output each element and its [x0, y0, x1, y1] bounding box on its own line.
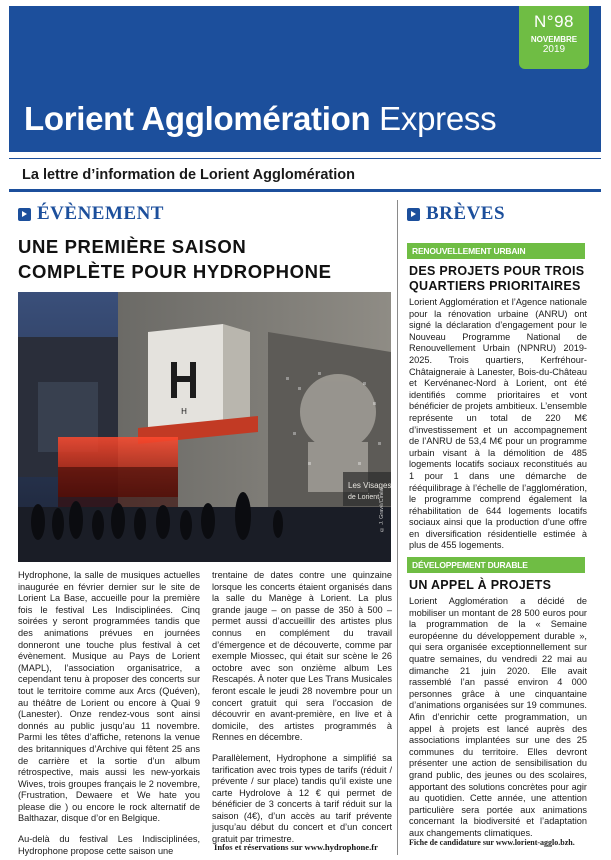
section-heading-event [18, 203, 164, 225]
hydrophone-sign-letter: H [181, 407, 187, 416]
poster-text-2: de Lorient [348, 494, 380, 501]
hydrophone-photo [18, 292, 391, 562]
section-label-briefs: BRÈVES [426, 203, 506, 224]
article-column-2 [212, 570, 392, 846]
article-column-1 [18, 570, 200, 857]
issue-number: N°98 [534, 12, 574, 31]
issue-year: 2019 [542, 44, 566, 55]
brief-title [409, 264, 589, 294]
header-rule-thick [9, 189, 601, 192]
category-tag: DÉVELOPPEMENT DURABLE [407, 557, 585, 573]
article-paragraph: trentaine de dates contre une quinzaine lorsque les concerts étaient organisés dans la salle du Manège à Lorient. La plus grande jauge – on passe de 350 à 500 – permet aussi d’accueillir des artistes plus connus en complément du travail d’émergence et de découverte, comme par exemple Miossec, qui était sur scène le 26 octobre avec son onzième album Les Rescapés. À noter que Les Trans Musicales feront escale le jeudi 28 novembre pour un concert gratuit qui sera l’occasion de découvrir en avant-première, en live et à domicile, des artistes programmés à Rennes en décembre. [212, 570, 392, 743]
poster-text-1: Les Visages [348, 481, 391, 490]
headline-line-2: COMPLÈTE POUR HYDROPHONE [18, 261, 332, 282]
headline-line-1: UNE PREMIÈRE SAISON [18, 236, 247, 257]
play-arrow-icon [407, 208, 420, 221]
brief-title-line-1: DES PROJETS POUR TROIS [409, 264, 585, 278]
issue-badge [519, 6, 589, 69]
brief-body: Lorient Agglomération a décidé de mobiliser un montant de 28 500 euros pour la programmation de la « Semaine européenne du développement durable », qui sera organisée exceptionnellement sur quatre semaines, du vendredi 22 mai au dimanche 21 juin 2020. Elle avait rassemblé l’an passé environ 4 000 personnes grâce à une cinquantaine d’animations organisées sur 19 communes. Afin d’enrichir cette programmation, un appel à projets est lancé auprès des associations implantées sur une des 25 communes du territoire. Elles devront présenter une action de sensibilisation du grand public, des jeunes ou des scolaires, apportant des solutions concrètes pour agir au quotidien. Cette année, une attention particulière sera portée aux animations concernant la biodiversité et l’adaptation aux changements climatiques. [409, 596, 587, 838]
column-divider [397, 200, 398, 855]
publication-title-light: Express [370, 100, 497, 137]
concert-venue-illustration [18, 292, 391, 562]
header-rule-thin [9, 158, 601, 159]
photo-credit: © J. Gravé/Cinéa [379, 487, 385, 532]
publication-title [24, 100, 496, 138]
application-link[interactable]: Fiche de candidature sur www.lorient-agglo.bzh. [409, 838, 575, 847]
article-paragraph: Hydrophone, la salle de musiques actuelles inaugurée en février dernier sur le site de Lorient La Base, accueille pour la première fois le festival Les Indisciplinées. Cinq soirées y seront programmées tandis que des animations prévues en journées donneront une touche plus festival à cet évènement. Musique au Pays de Lorient (MAPL), l’association organisatrice, a cependant tenu à proposer des concerts sur tout le territoire comme aux Arcs (Quéven), au théâtre de Lorient ou encore à Quai 9 (Lanester). Onze rendez-vous sont ainsi donnés au public jusqu’au 11 novembre. Parmi les têtes d’affiche, retenons la venue des britanniques d’Archive qui fêtent 25 ans de carrière et la sortie d’un album rétrospective, mais aussi les new-yorkais Wives, trois groupes français le 2 novembre, (Frustration, Dewaere et We hate you please die ) ou encore le rock alternatif de Balthazar, disque d’or en Belgique. [18, 570, 200, 824]
play-arrow-icon [18, 208, 31, 221]
article-headline [18, 234, 388, 284]
issue-month: NOVEMBRE [530, 35, 578, 44]
article-paragraph: Parallèlement, Hydrophone a simplifié sa tarification avec trois types de tarifs (réduit / prévente / sur place) tandis qu’il existe une carte Hydrolove à 12 € qui permet de bénéficier de 3 concerts à tarif réduit sur la saison (4€), d’un accès au tarif prévente jusqu’au début du concert et d’un concert gratuit par trimestre. [212, 752, 392, 845]
section-label-event: ÉVÈNEMENT [37, 203, 164, 224]
tagline: La lettre d’information de Lorient Agglomération [22, 167, 355, 183]
section-heading-briefs [407, 203, 505, 225]
brief-title-line-2: QUARTIERS PRIORITAIRES [409, 279, 581, 293]
brief-title: UN APPEL À PROJETS [409, 578, 552, 592]
article-paragraph: Au-delà du festival Les Indisciplinées, Hydrophone propose cette saison une [18, 834, 200, 856]
publication-title-bold: Lorient Agglomération [24, 100, 371, 137]
info-link-hydrophone[interactable]: Infos et réservations sur www.hydrophone.fr [214, 842, 378, 852]
category-tag: RENOUVELLEMENT URBAIN [407, 243, 585, 259]
brief-body: Lorient Agglomération et l’Agence nationale pour la rénovation urbaine (ANRU) ont signé la déclaration d’engagement pour le Nouveau Programme National de Renouvellement Urbain (NPNRU) 2019-2025. Trois quartiers, Kerfréhour-Châtaigneraie à Lanester, Bois-du-Château et Kervénanec-Nord à Lorient, ont été identifiés comme prioritaires et vont bénéficier de projets ambitieux. L’ensemble représente un total de 220 M€ d’investissement et un accompagnement de l’ANRU de 53,4 M€ pour un programme urbain visant à la démolition de 485 logements locatifs sociaux reconstitués au 1 pour 1 dans une démarche de rééquilibrage à l’échelle de l’agglomération, le programme comprend également la réhabilitation de 644 logements locatifs sociaux ainsi que la production d’une offre en diversification résidentielle estimée à plus de 455 logements. [409, 297, 587, 551]
